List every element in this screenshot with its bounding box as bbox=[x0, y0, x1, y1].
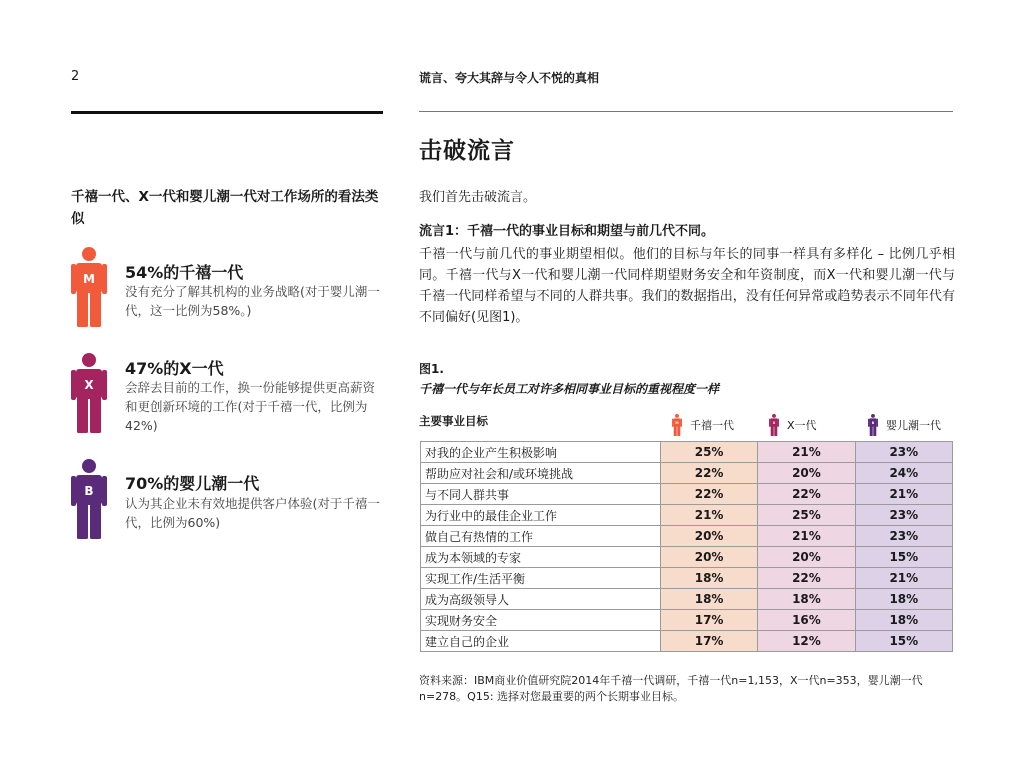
row-label: 实现工作/生活平衡 bbox=[421, 568, 661, 589]
cell-value: 20% bbox=[660, 547, 757, 568]
cell-value: 20% bbox=[660, 526, 757, 547]
cell-value: 21% bbox=[660, 505, 757, 526]
cell-value: 24% bbox=[855, 463, 952, 484]
table-row bbox=[421, 484, 953, 505]
running-head: 谎言、夸大其辞与令人不悦的真相 bbox=[419, 71, 600, 85]
cell-value: 21% bbox=[855, 568, 952, 589]
column-header-millennials bbox=[668, 412, 734, 438]
row-label: 为行业中的最佳企业工作 bbox=[421, 505, 661, 526]
table-row bbox=[421, 442, 953, 463]
svg-text:B: B bbox=[84, 484, 94, 498]
cell-value: 22% bbox=[660, 463, 757, 484]
cell-value: 22% bbox=[660, 484, 757, 505]
cell-value: 25% bbox=[660, 442, 757, 463]
row-label: 建立自己的企业 bbox=[421, 631, 661, 652]
row-label: 帮助应对社会和/或环境挑战 bbox=[421, 463, 661, 484]
svg-text:M: M bbox=[83, 272, 95, 286]
row-label: 与不同人群共事 bbox=[421, 484, 661, 505]
svg-text:X: X bbox=[84, 378, 94, 392]
cell-value: 23% bbox=[855, 505, 952, 526]
cell-value: 21% bbox=[758, 526, 855, 547]
table-row bbox=[421, 547, 953, 568]
stat-percent: 70%的婴儿潮一代 bbox=[125, 474, 260, 493]
cell-value: 15% bbox=[855, 547, 952, 568]
cell-value: 18% bbox=[660, 568, 757, 589]
row-label: 成为高级领导人 bbox=[421, 589, 661, 610]
cell-value: 15% bbox=[855, 631, 952, 652]
cell-value: 22% bbox=[758, 484, 855, 505]
source-note: 资料来源：IBM商业价值研究院2014年千禧一代调研，千禧一代n=1,153，X一代n=353，婴儿潮一代n=278。Q15: 选择对您最重要的两个长期事业目标。 bbox=[419, 674, 923, 703]
myth-title: 流言1：千禧一代的事业目标和期望与前几代不同。 bbox=[419, 224, 715, 239]
cell-value: 20% bbox=[758, 463, 855, 484]
person-m-icon bbox=[71, 247, 107, 327]
cell-value: 18% bbox=[758, 589, 855, 610]
career-goals-table bbox=[420, 441, 953, 652]
row-label: 成为本领域的专家 bbox=[421, 547, 661, 568]
column-label: X一代 bbox=[787, 419, 817, 432]
column-label: 婴儿潮一代 bbox=[886, 419, 941, 432]
table-row bbox=[421, 526, 953, 547]
table-row bbox=[421, 610, 953, 631]
table-row bbox=[421, 568, 953, 589]
cell-value: 18% bbox=[855, 589, 952, 610]
section-title: 击破流言 bbox=[419, 138, 515, 164]
stat-description: 没有充分了解其机构的业务战略(对于婴儿潮一代，这一比例为58%。) bbox=[125, 284, 380, 318]
person-x-icon bbox=[765, 414, 783, 436]
cell-value: 21% bbox=[758, 442, 855, 463]
intro-text: 我们首先击破流言。 bbox=[419, 190, 537, 205]
column-label: 千禧一代 bbox=[690, 419, 734, 432]
cell-value: 17% bbox=[660, 631, 757, 652]
row-label: 实现财务安全 bbox=[421, 610, 661, 631]
table-row bbox=[421, 589, 953, 610]
table-row bbox=[421, 505, 953, 526]
body-text: 千禧一代与前几代的事业期望相似。他们的目标与年长的同事一样具有多样化 – 比例几乎相同。千禧一代与X一代和婴儿潮一代同样期望财务安全和年资制度，而X一代和婴儿潮一代与千禧一代同样希望与不同的人群共事。我们的数据指出，没有任何异常或趋势表示不同年代有不同偏好(见图1)。 bbox=[419, 247, 955, 325]
cell-value: 23% bbox=[855, 442, 952, 463]
person-m-icon bbox=[668, 414, 686, 436]
stat-description: 会辞去目前的工作，换一份能够提供更高薪资和更创新环境的工作(对于千禧一代，比例为42%) bbox=[125, 380, 376, 433]
cell-value: 12% bbox=[758, 631, 855, 652]
cell-value: 18% bbox=[660, 589, 757, 610]
cell-value: 18% bbox=[855, 610, 952, 631]
column-header-gen-x bbox=[765, 412, 817, 438]
svg-text:X: X bbox=[772, 420, 776, 425]
figure-label: 图1. bbox=[419, 362, 444, 376]
person-x-icon bbox=[71, 353, 107, 433]
page-number: 2 bbox=[71, 69, 80, 84]
stat-percent: 54%的千禧一代 bbox=[125, 263, 244, 282]
column-header-boomers bbox=[864, 412, 941, 438]
table-row-header: 主要事业目标 bbox=[419, 414, 488, 428]
cell-value: 23% bbox=[855, 526, 952, 547]
table-row bbox=[421, 631, 953, 652]
left-rule bbox=[71, 111, 383, 114]
person-b-icon bbox=[71, 459, 107, 539]
stat-percent: 47%的X一代 bbox=[125, 359, 224, 378]
table-row bbox=[421, 463, 953, 484]
right-rule bbox=[419, 111, 953, 112]
svg-text:B: B bbox=[871, 420, 875, 425]
cell-value: 16% bbox=[758, 610, 855, 631]
cell-value: 20% bbox=[758, 547, 855, 568]
cell-value: 22% bbox=[758, 568, 855, 589]
sidebar-title: 千禧一代、X一代和婴儿潮一代对工作场所的看法类似 bbox=[71, 189, 379, 227]
cell-value: 17% bbox=[660, 610, 757, 631]
stat-description: 认为其企业未有效地提供客户体验(对于千禧一代，比例为60%) bbox=[125, 496, 380, 530]
person-b-icon bbox=[864, 414, 882, 436]
cell-value: 25% bbox=[758, 505, 855, 526]
row-label: 做自己有热情的工作 bbox=[421, 526, 661, 547]
row-label: 对我的企业产生积极影响 bbox=[421, 442, 661, 463]
cell-value: 21% bbox=[855, 484, 952, 505]
svg-text:M: M bbox=[675, 420, 679, 425]
figure-caption: 千禧一代与年长员工对许多相同事业目标的重视程度一样 bbox=[419, 382, 720, 396]
